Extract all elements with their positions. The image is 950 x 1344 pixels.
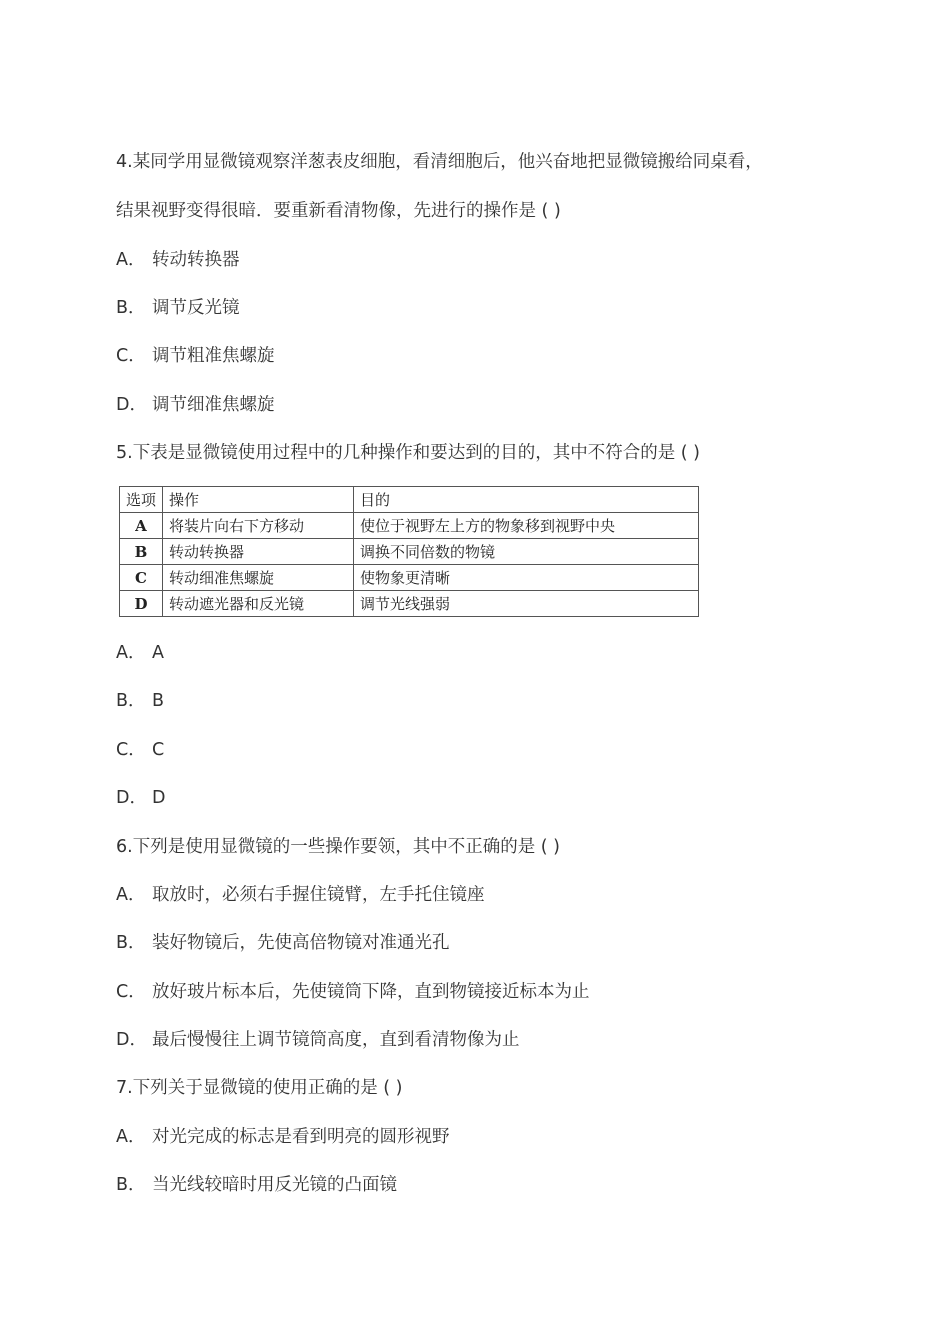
q4-option-b[interactable] [116,296,240,320]
table-row [120,591,699,617]
q6-option-d[interactable] [116,1028,520,1052]
option-text: 对光完成的标志是看到明亮的圆形视野 [152,1127,450,1147]
option-letter: B． [116,1175,146,1195]
option-letter: C． [116,740,146,760]
q6-option-c[interactable] [116,980,590,1004]
table-row [120,565,699,591]
operations-table [119,486,699,613]
option-letter: A． [116,250,146,270]
option-text: 最后慢慢往上调节镜筒高度，直到看清物像为止 [152,1030,520,1050]
option-text: B [152,691,165,711]
option-text: 调节细准焦螺旋 [152,395,275,415]
option-letter: A． [116,643,146,663]
option-letter: B． [116,691,146,711]
table-cell: 调换不同倍数的物镜 [354,539,699,565]
option-letter: C． [116,982,146,1002]
option-text: 调节粗准焦螺旋 [152,346,275,366]
option-text: 调节反光镜 [152,298,240,318]
option-letter: D． [116,788,147,808]
option-text: C [152,740,165,760]
table-cell: 转动细准焦螺旋 [163,565,354,591]
table-cell: 将装片向右下方移动 [163,513,354,539]
table-cell: 调节光线强弱 [354,591,699,617]
option-letter: B． [116,933,146,953]
table-header-cell: 选项 [120,487,163,513]
table-cell: C [120,565,163,591]
table-cell: B [120,539,163,565]
q7-option-a[interactable] [116,1125,450,1149]
option-letter: B． [116,298,146,318]
table-cell: 使物象更清晰 [354,565,699,591]
table-cell: A [120,513,163,539]
table-cell: D [120,591,163,617]
option-letter: A． [116,885,146,905]
q5-stem: 5.下表是显微镜使用过程中的几种操作和要达到的目的，其中不符合的是 ( ) [116,443,700,463]
option-text: 放好玻片标本后，先使镜筒下降，直到物镜接近标本为止 [152,982,590,1002]
option-text: 当光线较暗时用反光镜的凸面镜 [152,1175,397,1195]
table-cell: 使位于视野左上方的物象移到视野中央 [354,513,699,539]
table-cell: 转动转换器 [163,539,354,565]
option-letter: A． [116,1127,146,1147]
q6-option-a[interactable] [116,883,485,907]
q5-option-a[interactable] [116,641,164,665]
q4-stem-line1: 4.某同学用显微镜观察洋葱表皮细胞，看清细胞后，他兴奋地把显微镜搬给同桌看， [116,152,763,172]
option-text: D [152,788,166,808]
table-cell: 转动遮光器和反光镜 [163,591,354,617]
option-letter: D． [116,1030,147,1050]
option-letter: D． [116,395,147,415]
q7-stem: 7.下列关于显微镜的使用正确的是 ( ) [116,1078,403,1098]
q6-stem: 6.下列是使用显微镜的一些操作要领，其中不正确的是 ( ) [116,837,560,857]
q5-option-c[interactable] [116,738,164,762]
option-text: A [152,643,164,663]
q5-option-d[interactable] [116,786,165,810]
q5-option-b[interactable] [116,689,164,713]
q4-option-a[interactable] [116,248,240,272]
table-row [120,539,699,565]
table-header-cell: 目的 [354,487,699,513]
table-header-cell: 操作 [163,487,354,513]
q4-option-d[interactable] [116,393,275,417]
q4-stem-line2: 结果视野变得很暗．要重新看清物像，先进行的操作是 ( ) [116,201,561,221]
option-letter: C． [116,346,146,366]
q7-option-b[interactable] [116,1173,397,1197]
table-header-row [120,487,699,513]
q6-option-b[interactable] [116,931,450,955]
option-text: 转动转换器 [152,250,240,270]
option-text: 装好物镜后，先使高倍物镜对准通光孔 [152,933,450,953]
option-text: 取放时，必须右手握住镜臂，左手托住镜座 [152,885,485,905]
table-row [120,513,699,539]
q4-option-c[interactable] [116,344,275,368]
